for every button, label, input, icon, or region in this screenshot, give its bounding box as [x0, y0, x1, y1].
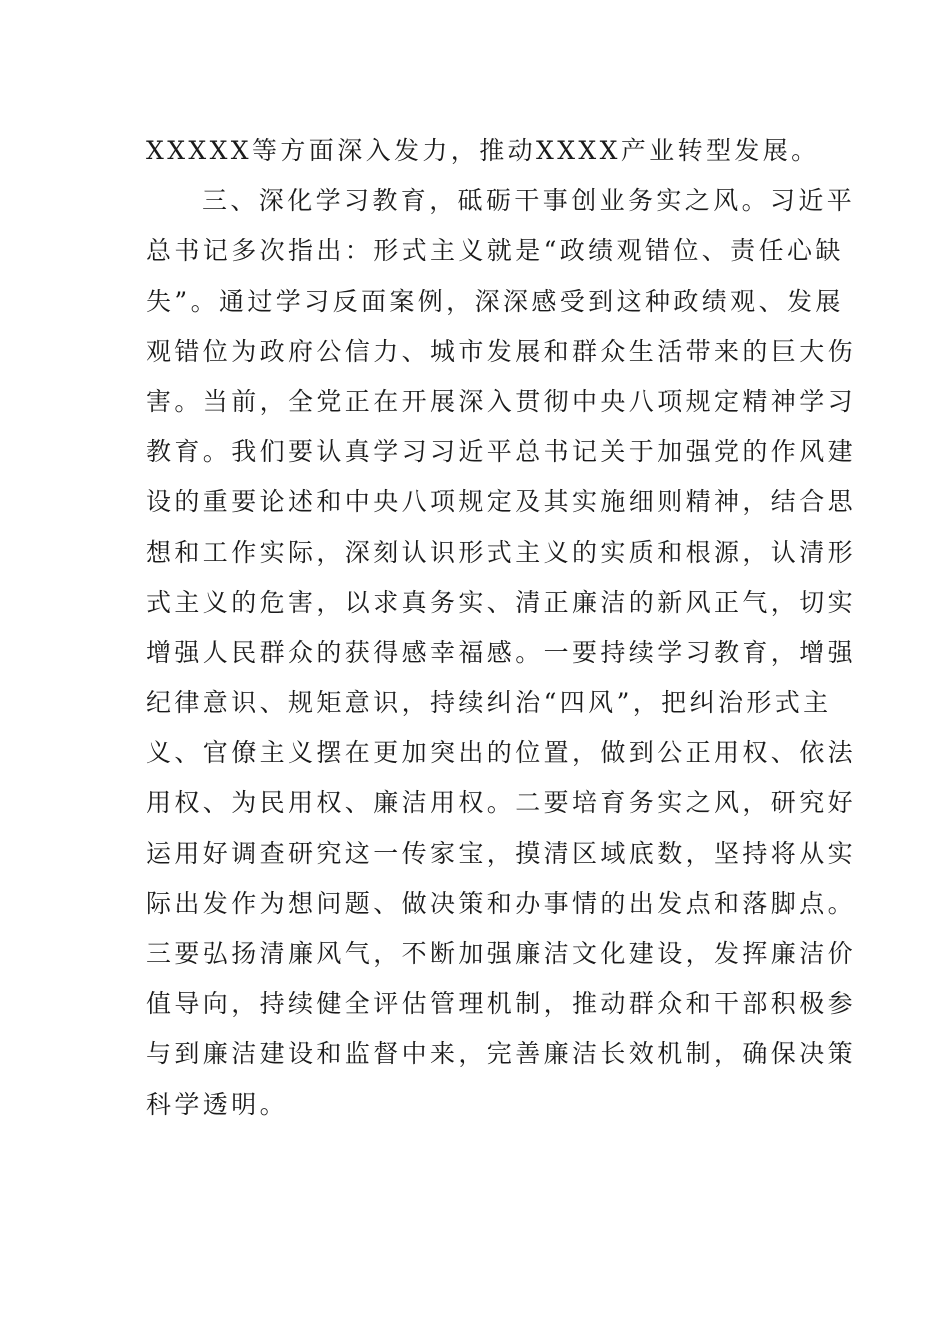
text-line: 害。当前，全党正在开展深入贯彻中央八项规定精神学习 [146, 386, 857, 416]
text-line: 式主义的危害，以求真务实、清正廉洁的新风正气，切实 [146, 587, 857, 617]
text-line: 与到廉洁建设和监督中来，完善廉洁长效机制，确保决策 [146, 1039, 857, 1069]
text-line: 值导向，持续健全评估管理机制，推动群众和干部积极参 [146, 989, 857, 1019]
text-line: 总书记多次指出：形式主义就是“政绩观错位、责任心缺 [146, 236, 844, 266]
text-line: 际出发作为想问题、做决策和办事情的出发点和落脚点。 [146, 888, 857, 918]
text-line: XXXXX等方面深入发力，推动XXXX产业转型发展。 [146, 136, 820, 165]
text-line: 想和工作实际，深刻认识形式主义的实质和根源，认清形 [146, 537, 857, 567]
paragraph-start-line: 三、深化学习教育，砥砺干事创业务实之风。习近平 [202, 186, 856, 216]
text-line: 设的重要论述和中央八项规定及其实施细则精神，结合思 [146, 487, 857, 517]
text-line: 运用好调查研究这一传家宝，摸清区域底数，坚持将从实 [146, 838, 857, 868]
text-line: 纪律意识、规矩意识，持续纠治“四风”，把纠治形式主 [146, 688, 832, 718]
text-line: 义、官僚主义摆在更加突出的位置，做到公正用权、依法 [146, 738, 857, 768]
text-line: 三要弘扬清廉风气，不断加强廉洁文化建设，发挥廉洁价 [146, 939, 857, 968]
document-body [146, 126, 857, 1130]
text-line: 用权、为民用权、廉洁用权。二要培育务实之风，研究好 [146, 788, 857, 818]
text-line: 增强人民群众的获得感幸福感。一要持续学习教育，增强 [146, 637, 857, 667]
text-line: 失”。通过学习反面案例，深深感受到这种政绩观、发展 [146, 286, 844, 316]
text-line: 科学透明。 [146, 1089, 289, 1119]
text-line: 观错位为政府公信力、城市发展和群众生活带来的巨大伤 [146, 336, 857, 366]
text-line: 教育。我们要认真学习习近平总书记关于加强党的作风建 [146, 437, 857, 467]
